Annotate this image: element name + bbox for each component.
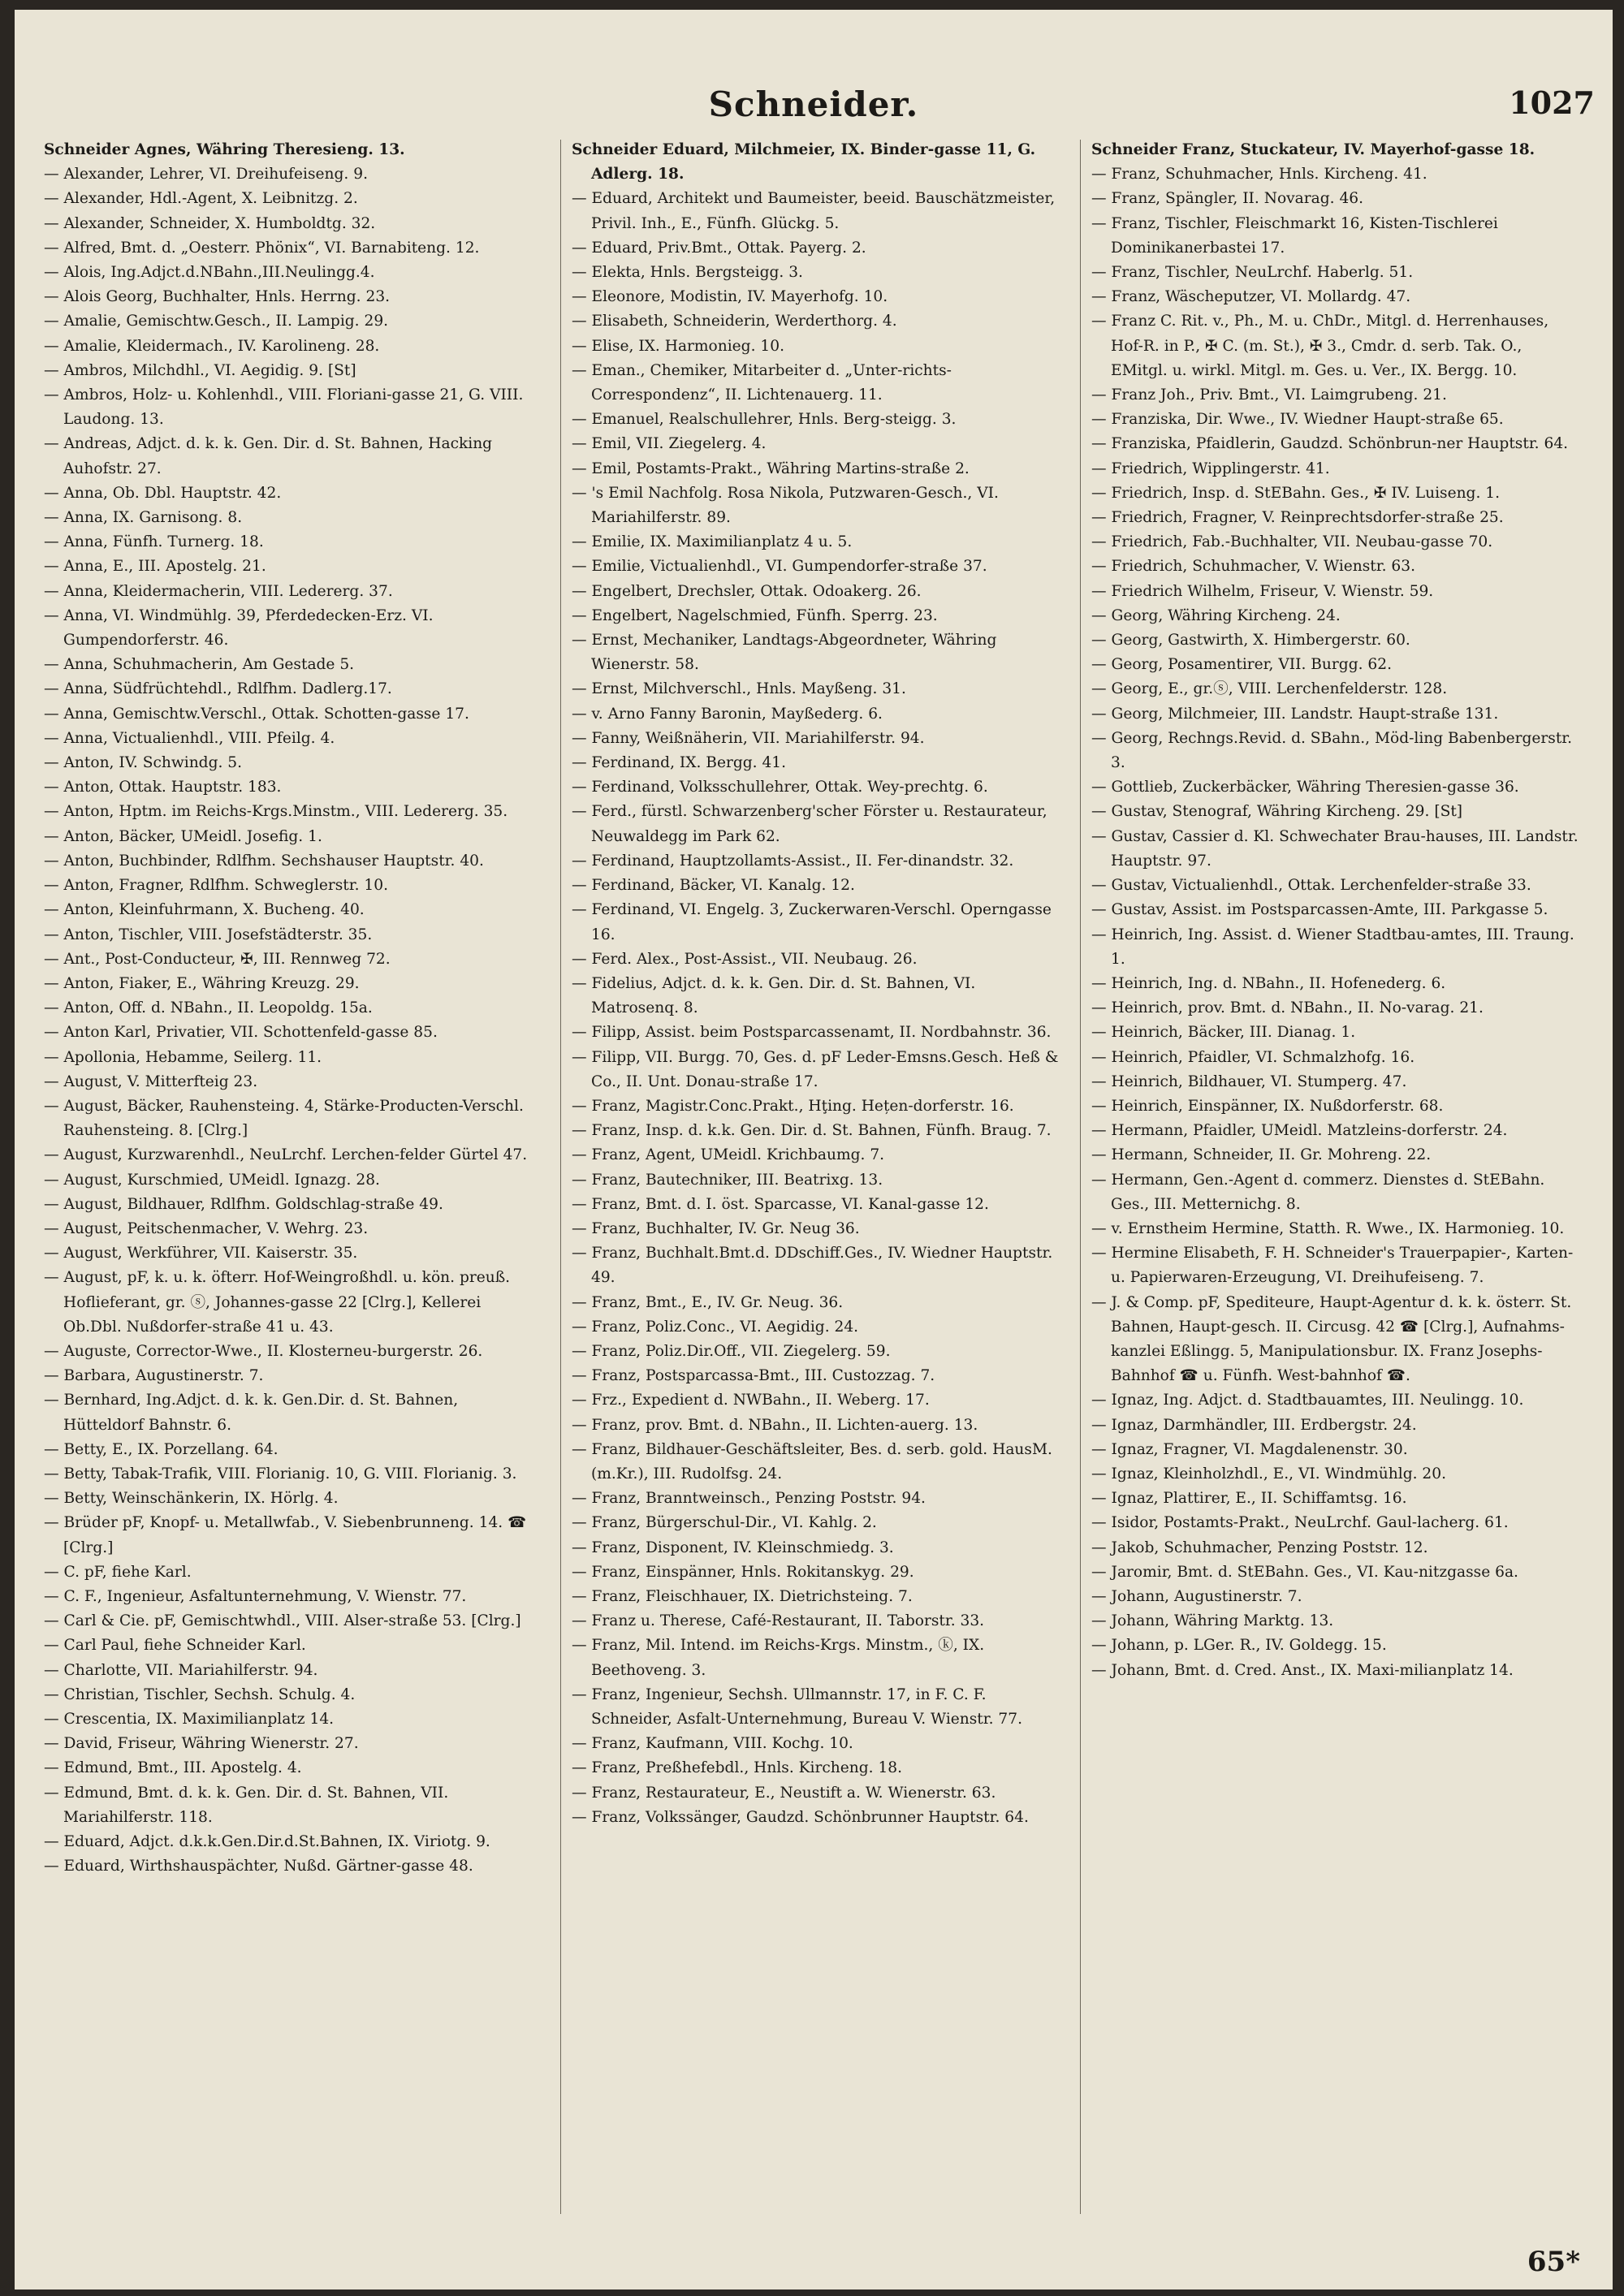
directory-entry: — Emilie, Victualienhdl., VI. Gumpendorfer-straße 37. [572, 558, 987, 576]
directory-entry: — Betty, Weinschänkerin, IX. Hörlg. 4. [44, 1490, 339, 1508]
directory-entry: — Franz u. Therese, Café-Restaurant, II. Taborstr. 33. [572, 1612, 985, 1630]
directory-entry: — Hermine Elisabeth, F. H. Schneider's Trauerpapier-, Karten- u. Papierwaren-Erzeugung, VI. Dreihufeiseng. 7. [1091, 1245, 1574, 1287]
directory-entry: — Barbara, Augustinerstr. 7. [44, 1367, 264, 1385]
directory-entry: — Fanny, Weißnäherin, VII. Mariahilferstr. 94. [572, 729, 925, 747]
directory-entry: — Ferdinand, Volksschullehrer, Ottak. Wey-prechtg. 6. [572, 779, 988, 796]
directory-entry: — Eleonore, Modistin, IV. Mayerhofg. 10. [572, 288, 888, 306]
directory-entry: — Franz, Magistr.Conc.Prakt., Hţing. Hețen-dorferstr. 16. [572, 1097, 1014, 1115]
directory-entry: Schneider Agnes, Währing Theresieng. 13. [44, 141, 405, 158]
directory-entry: — Georg, E., gr.ⓢ, VIII. Lerchenfelderstr. 128. [1091, 680, 1448, 698]
directory-entry: — v. Arno Fanny Baronin, Mayßederg. 6. [572, 705, 883, 723]
directory-entry: — Ignaz, Ing. Adjct. d. Stadtbauamtes, III. Neulingg. 10. [1091, 1392, 1524, 1409]
directory-entry: — Franz, Wäscheputzer, VI. Mollardg. 47. [1091, 288, 1411, 306]
directory-entry: — Johann, Bmt. d. Cred. Anst., IX. Maxi-milianplatz 14. [1091, 1661, 1514, 1679]
directory-entry: — Filipp, Assist. beim Postsparcassenamt, II. Nordbahnstr. 36. [572, 1024, 1052, 1042]
directory-entry: — Friedrich, Insp. d. StEBahn. Ges., ✠ IV. Luiseng. 1. [1091, 484, 1501, 502]
directory-entry: — Emil, VII. Ziegelerg. 4. [572, 435, 767, 453]
directory-entry: — August, V. Mitterfteig 23. [44, 1072, 258, 1090]
directory-entry: — Ferdinand, Bäcker, VI. Kanalg. 12. [572, 877, 855, 895]
directory-entry: — Anton, Kleinfuhrmann, X. Bucheng. 40. [44, 901, 365, 919]
directory-entry: — Franz, Spängler, II. Novarag. 46. [1091, 190, 1364, 208]
directory-entry: — Franz, Branntweinsch., Penzing Poststr. 94. [572, 1490, 926, 1508]
directory-entry: — Jaromir, Bmt. d. StEBahn. Ges., VI. Kau-nitzgasse 6a. [1091, 1563, 1518, 1581]
directory-entry: — Gustav, Cassier d. Kl. Schwechater Brau-hauses, III. Landstr. Hauptstr. 97. [1091, 827, 1579, 870]
directory-entry: — Georg, Milchmeier, III. Landstr. Haupt-straße 131. [1091, 705, 1499, 723]
directory-entry: — Ignaz, Fragner, VI. Magdalenenstr. 30. [1091, 1440, 1408, 1458]
directory-entry: — Anna, Schuhmacherin, Am Gestade 5. [44, 656, 355, 674]
directory-entry: — Anna, E., III. Apostelg. 21. [44, 558, 266, 576]
page-header [15, 84, 1613, 125]
directory-entry: — C. F., Ingenieur, Asfaltunternehmung, V. Wienstr. 77. [44, 1587, 467, 1605]
directory-entry: — Isidor, Postamts-Prakt., NeuLrchf. Gaul-lacherg. 61. [1091, 1514, 1509, 1532]
directory-entry: — Franz, prov. Bmt. d. NBahn., II. Lichten-auerg. 13. [572, 1416, 978, 1434]
directory-entry: — Elise, IX. Harmonieg. 10. [572, 337, 784, 355]
directory-entry: — Friedrich, Fab.-Buchhalter, VII. Neubau-gasse 70. [1091, 533, 1493, 551]
directory-entry: — 's Emil Nachfolg. Rosa Nikola, Putzwaren-Gesch., VI. Mariahilferstr. 89. [572, 484, 999, 527]
directory-entry: — Gustav, Stenograf, Währing Kircheng. 29. [St] [1091, 803, 1463, 821]
directory-entry: — Emanuel, Realschullehrer, Hnls. Berg-steigg. 3. [572, 411, 957, 429]
directory-entry: — Franz, Agent, UMeidl. Krichbaumg. 7. [572, 1146, 885, 1164]
directory-entry: — Franz, Bürgerschul-Dir., VI. Kahlg. 2. [572, 1514, 877, 1532]
directory-column-2 [572, 138, 1059, 1830]
page-title: Schneider. [708, 84, 919, 124]
directory-entry: — Carl & Cie. pF, Gemischtwhdl., VIII. Alser-straße 53. [Clrg.] [44, 1612, 521, 1630]
directory-entry: — Alfred, Bmt. d. „Oesterr. Phönix“, VI. Barnabiteng. 12. [44, 239, 480, 257]
directory-entry: — August, Werkführer, VII. Kaiserstr. 35. [44, 1245, 358, 1262]
directory-entry: — Franz, Fleischhauer, IX. Dietrichsteing. 7. [572, 1587, 913, 1605]
directory-entry: — Johann, Augustinerstr. 7. [1091, 1587, 1302, 1605]
directory-entry: — Georg, Gastwirth, X. Himbergerstr. 60. [1091, 632, 1410, 650]
directory-entry: — Edmund, Bmt., III. Apostelg. 4. [44, 1759, 302, 1777]
column-divider [560, 140, 561, 2214]
directory-entry: — Franz, Poliz.Conc., VI. Aegidig. 24. [572, 1318, 859, 1336]
directory-entry: — Franz, Buchhalter, IV. Gr. Neug 36. [572, 1219, 860, 1237]
directory-entry: — Anna, VI. Windmühlg. 39, Pferdedecken-Erz. VI. Gumpendorferstr. 46. [44, 606, 434, 650]
directory-entry: — Heinrich, Pfaidler, VI. Schmalzhofg. 16. [1091, 1048, 1415, 1066]
directory-entry: — Franz, Kaufmann, VIII. Kochg. 10. [572, 1735, 853, 1753]
directory-entry: — Franz, Einspänner, Hnls. Rokitanskyg. 29. [572, 1563, 914, 1581]
directory-entry: — Franz, Schuhmacher, Hnls. Kircheng. 41. [1091, 166, 1427, 183]
directory-entry: — Ernst, Mechaniker, Landtags-Abgeordneter, Währing Wienerstr. 58. [572, 632, 997, 674]
directory-entry: — Franziska, Dir. Wwe., IV. Wiedner Haupt-straße 65. [1091, 411, 1504, 429]
directory-entry: — Anna, Kleidermacherin, VIII. Ledererg. 37. [44, 582, 393, 600]
directory-entry: — Hermann, Pfaidler, UMeidl. Matzleins-dorferstr. 24. [1091, 1122, 1508, 1140]
directory-entry: — Andreas, Adjct. d. k. k. Gen. Dir. d. St. Bahnen, Hacking Auhofstr. 27. [44, 435, 493, 477]
directory-entry: — Alexander, Hdl.-Agent, X. Leibnitzg. 2. [44, 190, 358, 208]
directory-entry: — Crescentia, IX. Maximilianplatz 14. [44, 1711, 335, 1728]
directory-entry: — Ferdinand, VI. Engelg. 3, Zuckerwaren-Verschl. Operngasse 16. [572, 901, 1052, 943]
directory-entry: — Franz, Restaurateur, E., Neustift a. W. Wienerstr. 63. [572, 1784, 996, 1802]
directory-entry: — Franz, Disponent, IV. Kleinschmiedg. 3. [572, 1539, 894, 1556]
directory-entry: — Franziska, Pfaidlerin, Gaudzd. Schönbrun-ner Hauptstr. 64. [1091, 435, 1569, 453]
directory-entry: — Franz C. Rit. v., Ph., M. u. ChDr., Mitgl. d. Herrenhauses, Hof-R. in P., ✠ C. (m. St.), ✠ 3., Cmdr. d. serb. Tak. O., EMitgl. u. wirkl. Mitgl. m. Ges. u. Ver., IX. Bergg. 10. [1091, 313, 1549, 379]
directory-entry: — Hermann, Gen.-Agent d. commerz. Dienstes d. StEBahn. Ges., III. Metternichg. 8. [1091, 1171, 1545, 1213]
directory-entry: — Anton, Fragner, Rdlfhm. Schweglerstr. 10. [44, 877, 388, 895]
directory-entry: — Franz, Buchhalt.Bmt.d. DDschiff.Ges., IV. Wiedner Hauptstr. 49. [572, 1245, 1053, 1287]
directory-entry: — Franz, Tischler, Fleischmarkt 16, Kisten-Tischlerei Dominikanerbastei 17. [1091, 214, 1498, 257]
directory-entry: — Anton Karl, Privatier, VII. Schottenfeld-gasse 85. [44, 1024, 438, 1042]
directory-entry: Schneider Franz, Stuckateur, IV. Mayerhof-gasse 18. [1091, 141, 1535, 158]
signature-mark: 65* [1527, 2246, 1580, 2278]
directory-entry: — Carl Paul, fiehe Schneider Karl. [44, 1637, 306, 1655]
directory-entry: — Fidelius, Adjct. d. k. k. Gen. Dir. d. St. Bahnen, VI. Matrosenq. 8. [572, 974, 976, 1017]
directory-entry: — August, Bildhauer, Rdlfhm. Goldschlag-straße 49. [44, 1195, 443, 1213]
directory-entry: — Ignaz, Kleinholzhdl., E., VI. Windmühlg. 20. [1091, 1465, 1446, 1482]
directory-entry: — Anton, IV. Schwindg. 5. [44, 754, 243, 772]
directory-entry: — Ferdinand, Hauptzollamts-Assist., II. Fer-dinandstr. 32. [572, 852, 1014, 870]
directory-entry: — August, pF, k. u. k. öfterr. Hof-Weingroßhdl. u. kön. preuß. Hoflieferant, gr. ⓢ, Johannes-gasse 22 [Clrg.], Kellerei Ob.Dbl. Nußdorfer-straße 41 u. 43. [44, 1269, 511, 1336]
directory-entry: Schneider Eduard, Milchmeier, IX. Binder-gasse 11, G. Adlerg. 18. [572, 141, 1036, 183]
directory-entry: — Franz, Tischler, NeuLrchf. Haberlg. 51. [1091, 264, 1414, 282]
directory-entry: — Alexander, Lehrer, VI. Dreihufeiseng. 9. [44, 166, 368, 183]
directory-entry: — Elekta, Hnls. Bergsteigg. 3. [572, 264, 803, 282]
directory-entry: — Charlotte, VII. Mariahilferstr. 94. [44, 1661, 318, 1679]
directory-entry: — Gustav, Assist. im Postsparcassen-Amte, III. Parkgasse 5. [1091, 901, 1548, 919]
directory-entry: — Anton, Bäcker, UMeidl. Josefig. 1. [44, 827, 322, 845]
directory-entry: — Anton, Off. d. NBahn., II. Leopoldg. 15a. [44, 999, 373, 1017]
directory-entry: — Frz., Expedient d. NWBahn., II. Weberg. 17. [572, 1392, 930, 1409]
directory-entry: — Franz Joh., Priv. Bmt., VI. Laimgrubeng. 21. [1091, 386, 1447, 404]
directory-entry: — Ignaz, Darmhändler, III. Erdbergstr. 24. [1091, 1416, 1417, 1434]
directory-entry: — Georg, Rechngs.Revid. d. SBahn., Möd-ling Babenbergerstr. 3. [1091, 729, 1573, 772]
directory-entry: — Ignaz, Plattirer, E., II. Schiffamtsg. 16. [1091, 1490, 1407, 1508]
directory-entry: — Eduard, Architekt und Baumeister, beeid. Bauschätzmeister, Privil. Inh., E., Fünfh. Glückg. 5. [572, 190, 1056, 232]
directory-entry: — Georg, Währing Kircheng. 24. [1091, 606, 1341, 624]
directory-entry: — Anton, Hptm. im Reichs-Krgs.Minstm., VIII. Ledererg. 35. [44, 803, 508, 821]
directory-entry: — Franz, Insp. d. k.k. Gen. Dir. d. St. Bahnen, Fünfh. Braug. 7. [572, 1122, 1052, 1140]
directory-entry: — Heinrich, Einspänner, IX. Nußdorferstr. 68. [1091, 1097, 1444, 1115]
directory-entry: — Heinrich, Bildhauer, VI. Stumperg. 47. [1091, 1072, 1407, 1090]
directory-entry: — Anton, Fiaker, E., Währing Kreuzg. 29. [44, 974, 360, 992]
directory-entry: — Franz, Ingenieur, Sechsh. Ullmannstr. 17, in F. C. F. Schneider, Asfalt-Unternehmung, Bureau V. Wienstr. 77. [572, 1685, 1022, 1728]
directory-entry: — Ambros, Milchdhl., VI. Aegidig. 9. [St] [44, 361, 356, 379]
directory-entry: — Franz, Poliz.Dir.Off., VII. Ziegelerg. 59. [572, 1342, 891, 1360]
directory-entry: — Gottlieb, Zuckerbäcker, Währing Theresien-gasse 36. [1091, 779, 1519, 796]
directory-entry: — Franz, Mil. Intend. im Reichs-Krgs. Minstm., ⓚ, IX. Beethoveng. 3. [572, 1637, 985, 1679]
directory-entry: — Hermann, Schneider, II. Gr. Mohreng. 22. [1091, 1146, 1432, 1164]
directory-entry: — Betty, E., IX. Porzellang. 64. [44, 1440, 279, 1458]
directory-entry: — Ant., Post-Conducteur, ✠, III. Rennweg 72. [44, 950, 391, 968]
directory-entry: — Anna, Fünfh. Turnerg. 18. [44, 533, 264, 551]
directory-entry: — Engelbert, Drechsler, Ottak. Odoakerg. 26. [572, 582, 922, 600]
directory-page [15, 10, 1613, 2290]
directory-entry: — Franz, Bmt., E., IV. Gr. Neug. 36. [572, 1293, 844, 1311]
directory-entry: — Eduard, Adjct. d.k.k.Gen.Dir.d.St.Bahnen, IX. Viriotg. 9. [44, 1833, 490, 1851]
directory-entry: — Friedrich Wilhelm, Friseur, V. Wienstr. 59. [1091, 582, 1434, 600]
directory-entry: — Franz, Postsparcassa-Bmt., III. Custozzag. 7. [572, 1367, 935, 1385]
directory-column-3 [1091, 138, 1579, 1683]
directory-entry: — Johann, p. LGer. R., IV. Goldegg. 15. [1091, 1637, 1387, 1655]
directory-entry: — Franz, Bmt. d. I. öst. Sparcasse, VI. Kanal-gasse 12. [572, 1195, 989, 1213]
directory-entry: — Amalie, Gemischtw.Gesch., II. Lampig. 29. [44, 313, 389, 330]
directory-column-1 [44, 138, 531, 1879]
directory-entry: — Edmund, Bmt. d. k. k. Gen. Dir. d. St. Bahnen, VII. Mariahilferstr. 118. [44, 1784, 449, 1826]
directory-entry: — Brüder pF, Knopf- u. Metallwfab., V. Siebenbrunneng. 14. ☎ [Clrg.] [44, 1514, 527, 1556]
directory-entry: — Bernhard, Ing.Adjct. d. k. k. Gen.Dir. d. St. Bahnen, Hütteldorf Bahnstr. 6. [44, 1392, 459, 1434]
directory-entry: — Alois Georg, Buchhalter, Hnls. Herrng. 23. [44, 288, 391, 306]
directory-entry: — Franz, Bautechniker, III. Beatrixg. 13. [572, 1171, 883, 1189]
directory-entry: — Heinrich, prov. Bmt. d. NBahn., II. No-varag. 21. [1091, 999, 1484, 1017]
directory-entry: — Eman., Chemiker, Mitarbeiter d. „Unter-richts-Correspondenz“, II. Lichtenauerg. 11. [572, 361, 952, 404]
directory-entry: — Anna, Victualienhdl., VIII. Pfeilg. 4. [44, 729, 335, 747]
directory-entry: — Franz, Bildhauer-Geschäftsleiter, Bes. d. serb. gold. HausM. (m.Kr.), III. Rudolfsg. 24. [572, 1440, 1052, 1482]
directory-entry: — Emilie, IX. Maximilianplatz 4 u. 5. [572, 533, 853, 551]
directory-entry: — David, Friseur, Währing Wienerstr. 27. [44, 1735, 359, 1753]
directory-entry: — August, Kurschmied, UMeidl. Ignazg. 28. [44, 1171, 380, 1189]
directory-entry: — Emil, Postamts-Prakt., Währing Martins-straße 2. [572, 460, 970, 477]
column-divider [1080, 140, 1081, 2214]
directory-entry: — Heinrich, Bäcker, III. Dianag. 1. [1091, 1024, 1356, 1042]
directory-entry: — C. pF, fiehe Karl. [44, 1563, 192, 1581]
directory-entry: — Ambros, Holz- u. Kohlenhdl., VIII. Floriani-gasse 21, G. VIII. Laudong. 13. [44, 386, 524, 429]
directory-entry: — Ferd., fürstl. Schwarzenberg'scher Förster u. Restaurateur, Neuwaldegg im Park 62. [572, 803, 1047, 845]
directory-entry: — Anton, Ottak. Hauptstr. 183. [44, 779, 282, 796]
directory-entry: — Betty, Tabak-Trafik, VIII. Florianig. 10, G. VIII. Florianig. 3. [44, 1465, 517, 1482]
directory-entry: — Anna, Gemischtw.Verschl., Ottak. Schotten-gasse 17. [44, 705, 469, 723]
directory-entry: — Johann, Währing Marktg. 13. [1091, 1612, 1334, 1630]
directory-entry: — Ferd. Alex., Post-Assist., VII. Neubaug. 26. [572, 950, 918, 968]
directory-entry: — Heinrich, Ing. Assist. d. Wiener Stadtbau-amtes, III. Traung. 1. [1091, 926, 1574, 968]
directory-entry: — Anna, Südfrüchtehdl., Rdlfhm. Dadlerg.17. [44, 680, 392, 698]
directory-entry: — Ernst, Milchverschl., Hnls. Mayßeng. 31. [572, 680, 906, 698]
directory-entry: — Franz, Volkssänger, Gaudzd. Schönbrunner Hauptstr. 64. [572, 1808, 1029, 1826]
directory-entry: — Friedrich, Fragner, V. Reinprechtsdorfer-straße 25. [1091, 509, 1504, 527]
directory-entry: — Eduard, Wirthshauspächter, Nußd. Gärtner-gasse 48. [44, 1858, 473, 1875]
directory-entry: — Ferdinand, IX. Bergg. 41. [572, 754, 787, 772]
directory-entry: — Anna, IX. Garnisong. 8. [44, 509, 243, 527]
directory-entry: — Elisabeth, Schneiderin, Werderthorg. 4. [572, 313, 897, 330]
directory-entry: — August, Peitschenmacher, V. Wehrg. 23. [44, 1219, 369, 1237]
directory-entry: — Filipp, VII. Burgg. 70, Ges. d. pF Leder-Emsns.Gesch. Heß & Co., II. Unt. Donau-straße 17. [572, 1048, 1059, 1090]
directory-entry: — Alois, Ing.Adjct.d.NBahn.,III.Neulingg.4. [44, 264, 375, 282]
directory-entry: — Amalie, Kleidermach., IV. Karolineng. 28. [44, 337, 380, 355]
directory-entry: — Franz, Preßhefebdl., Hnls. Kircheng. 18. [572, 1759, 903, 1777]
directory-entry: — Heinrich, Ing. d. NBahn., II. Hofenederg. 6. [1091, 974, 1446, 992]
directory-entry: — Engelbert, Nagelschmied, Fünfh. Sperrg. 23. [572, 606, 938, 624]
directory-entry: — Alexander, Schneider, X. Humboldtg. 32. [44, 214, 376, 232]
directory-entry: — Auguste, Corrector-Wwe., II. Klosterneu-burgerstr. 26. [44, 1342, 483, 1360]
directory-entry: — Eduard, Priv.Bmt., Ottak. Payerg. 2. [572, 239, 866, 257]
directory-entry: — Anna, Ob. Dbl. Hauptstr. 42. [44, 484, 282, 502]
directory-entry: — Jakob, Schuhmacher, Penzing Poststr. 12. [1091, 1539, 1428, 1556]
directory-entry: — v. Ernstheim Hermine, Statth. R. Wwe., IX. Harmonieg. 10. [1091, 1219, 1565, 1237]
directory-entry: — Friedrich, Schuhmacher, V. Wienstr. 63. [1091, 558, 1416, 576]
directory-entry: — J. & Comp. pF, Spediteure, Haupt-Agentur d. k. k. österr. St. Bahnen, Haupt-gesch. II. Circusg. 42 ☎ [Clrg.], Aufnahms-kanzlei Eßlingg. 5, Manipulationsbur. IX. Franz Josephs-Bahnhof ☎ u. Fünfh. West-bahnhof ☎. [1091, 1293, 1572, 1385]
directory-entry: — Christian, Tischler, Sechsh. Schulg. 4. [44, 1685, 356, 1703]
directory-entry: — August, Kurzwarenhdl., NeuLrchf. Lerchen-felder Gürtel 47. [44, 1146, 528, 1164]
page-number: 1027 [1509, 84, 1595, 121]
directory-entry: — Anton, Buchbinder, Rdlfhm. Sechshauser Hauptstr. 40. [44, 852, 484, 870]
directory-entry: — Anton, Tischler, VIII. Josefstädterstr. 35. [44, 926, 373, 943]
directory-entry: — Friedrich, Wipplingerstr. 41. [1091, 460, 1330, 477]
directory-entry: — August, Bäcker, Rauhensteing. 4, Stärke-Producten-Verschl. Rauhensteing. 8. [Clrg.] [44, 1097, 524, 1140]
directory-entry: — Georg, Posamentirer, VII. Burgg. 62. [1091, 656, 1392, 674]
directory-entry: — Gustav, Victualienhdl., Ottak. Lerchenfelder-straße 33. [1091, 877, 1531, 895]
directory-entry: — Apollonia, Hebamme, Seilerg. 11. [44, 1048, 322, 1066]
